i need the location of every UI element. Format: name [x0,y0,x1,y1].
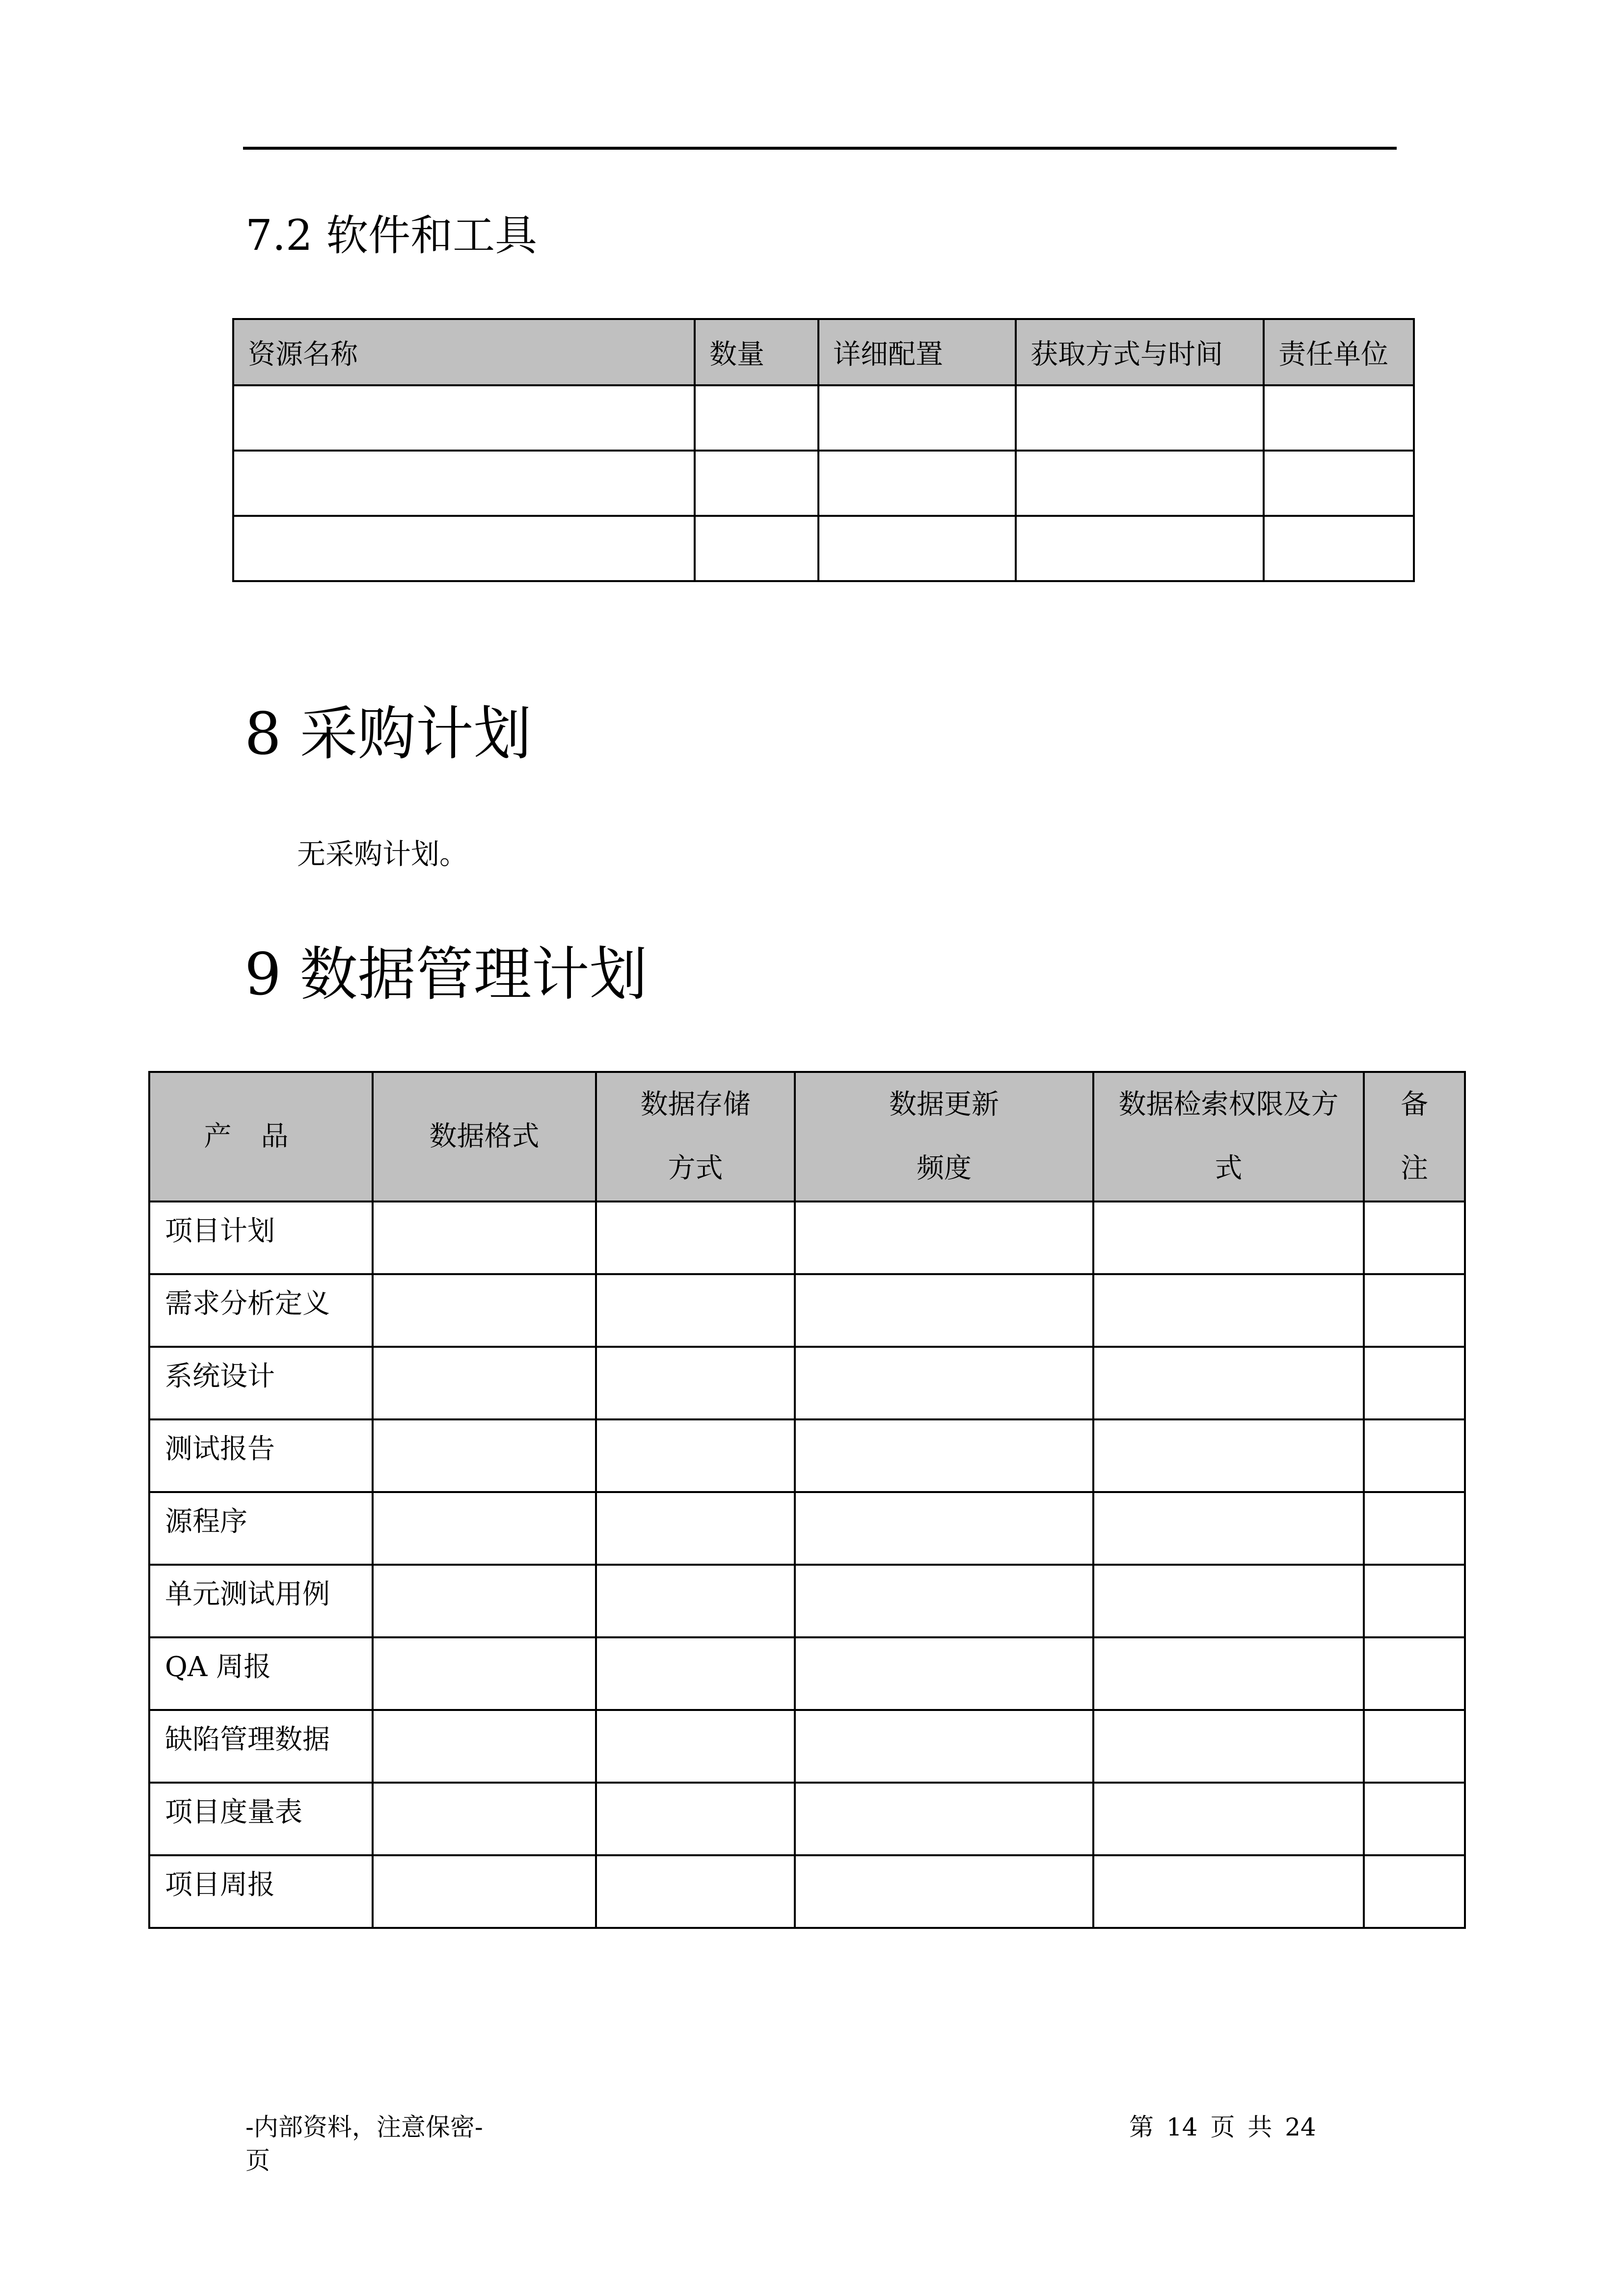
table-row [149,1855,1465,1928]
table-row [149,1274,1465,1347]
table-cell[interactable] [1016,516,1264,581]
table-cell[interactable] [1364,1347,1465,1419]
table-cell[interactable] [795,1492,1093,1565]
col-header-owner: 责任单位 [1264,319,1414,385]
table-cell[interactable] [1364,1855,1465,1928]
table-cell[interactable] [795,1855,1093,1928]
col-header-remarks: 备注 [1364,1072,1465,1201]
table-header-row [149,1072,1465,1201]
table-cell[interactable] [1364,1565,1465,1637]
product-cell: 源程序 [149,1492,373,1565]
table-row [149,1710,1465,1783]
table-cell[interactable] [695,385,818,451]
table-cell[interactable] [373,1419,596,1492]
table-cell[interactable] [233,451,695,516]
product-cell: 缺陷管理数据 [149,1710,373,1783]
product-cell: 需求分析定义 [149,1274,373,1347]
table-cell[interactable] [596,1492,795,1565]
table-cell[interactable] [373,1201,596,1274]
data-management-table [148,1071,1466,1929]
product-cell: 项目周报 [149,1855,373,1928]
table-cell[interactable] [795,1347,1093,1419]
footer-confidential [245,2110,483,2177]
table-cell[interactable] [818,516,1016,581]
col-header-data-format: 数据格式 [373,1072,596,1201]
table-cell[interactable] [1093,1492,1364,1565]
table-cell[interactable] [596,1201,795,1274]
table-row [149,1637,1465,1710]
col-header-product: 产品 [149,1072,373,1201]
table-cell[interactable] [1364,1783,1465,1855]
software-tools-table [232,318,1415,582]
table-cell[interactable] [373,1637,596,1710]
table-cell[interactable] [818,385,1016,451]
col-header-quantity: 数量 [695,319,818,385]
table-cell[interactable] [795,1565,1093,1637]
table-cell[interactable] [1016,385,1264,451]
table-cell[interactable] [1364,1274,1465,1347]
table-row [149,1347,1465,1419]
table-cell[interactable] [1364,1201,1465,1274]
col-header-storage: 数据存储方式 [596,1072,795,1201]
table-row [233,516,1414,581]
product-cell: 测试报告 [149,1419,373,1492]
table-cell[interactable] [233,516,695,581]
table-cell[interactable] [1364,1492,1465,1565]
table-cell[interactable] [596,1565,795,1637]
section-8-body: 无采购计划。 [297,837,468,871]
table-cell[interactable] [1016,451,1264,516]
table-cell[interactable] [795,1419,1093,1492]
table-row [149,1783,1465,1855]
table-cell[interactable] [1364,1419,1465,1492]
product-cell: 项目度量表 [149,1783,373,1855]
table-cell[interactable] [596,1710,795,1783]
table-cell[interactable] [1264,516,1414,581]
table-cell[interactable] [373,1855,596,1928]
footer-page-number: 第 14 页 共 24 [1129,2113,1316,2141]
table-cell[interactable] [695,451,818,516]
product-cell: 单元测试用例 [149,1565,373,1637]
table-header-row [233,319,1414,385]
section-8-heading: 8 采购计划 [244,700,532,768]
col-header-update-frequency: 数据更新频度 [795,1072,1093,1201]
table-cell[interactable] [1364,1710,1465,1783]
footer-confidential-line1: -内部资料，注意保密- [245,2113,483,2141]
table-cell[interactable] [1093,1565,1364,1637]
table-cell[interactable] [1093,1201,1364,1274]
product-cell: QA 周报 [149,1637,373,1710]
table-cell[interactable] [596,1783,795,1855]
table-cell[interactable] [373,1565,596,1637]
table-cell[interactable] [795,1710,1093,1783]
table-cell[interactable] [373,1274,596,1347]
table-cell[interactable] [695,516,818,581]
page-header-rule [243,147,1397,150]
col-header-retrieval-permission: 数据检索权限及方式 [1093,1072,1364,1201]
table-cell[interactable] [1364,1637,1465,1710]
table-row [149,1565,1465,1637]
table-cell[interactable] [1093,1637,1364,1710]
section-9-heading: 9 数据管理计划 [244,940,648,1008]
section-7-2-heading: 7.2 软件和工具 [245,211,538,260]
table-cell[interactable] [795,1637,1093,1710]
table-cell[interactable] [596,1637,795,1710]
table-row [233,385,1414,451]
table-cell[interactable] [1093,1274,1364,1347]
table-cell[interactable] [596,1419,795,1492]
table-cell[interactable] [1264,451,1414,516]
table-cell[interactable] [1093,1419,1364,1492]
table-cell[interactable] [1093,1855,1364,1928]
footer-confidential-line2: 页 [245,2146,270,2175]
table-row [233,451,1414,516]
table-cell[interactable] [373,1783,596,1855]
col-header-config: 详细配置 [818,319,1016,385]
table-cell[interactable] [373,1710,596,1783]
product-cell: 项目计划 [149,1201,373,1274]
table-cell[interactable] [596,1855,795,1928]
table-cell[interactable] [1093,1783,1364,1855]
table-cell[interactable] [596,1274,795,1347]
table-cell[interactable] [795,1201,1093,1274]
col-header-acquisition: 获取方式与时间 [1016,319,1264,385]
table-cell[interactable] [1093,1710,1364,1783]
product-cell: 系统设计 [149,1347,373,1419]
table-cell[interactable] [1093,1347,1364,1419]
table-cell[interactable] [596,1347,795,1419]
table-cell[interactable] [818,451,1016,516]
table-cell[interactable] [1264,385,1414,451]
table-cell[interactable] [233,385,695,451]
col-header-resource-name: 资源名称 [233,319,695,385]
table-row [149,1201,1465,1274]
table-cell[interactable] [795,1274,1093,1347]
table-cell[interactable] [795,1783,1093,1855]
table-row [149,1419,1465,1492]
table-cell[interactable] [373,1492,596,1565]
table-row [149,1492,1465,1565]
table-cell[interactable] [373,1347,596,1419]
